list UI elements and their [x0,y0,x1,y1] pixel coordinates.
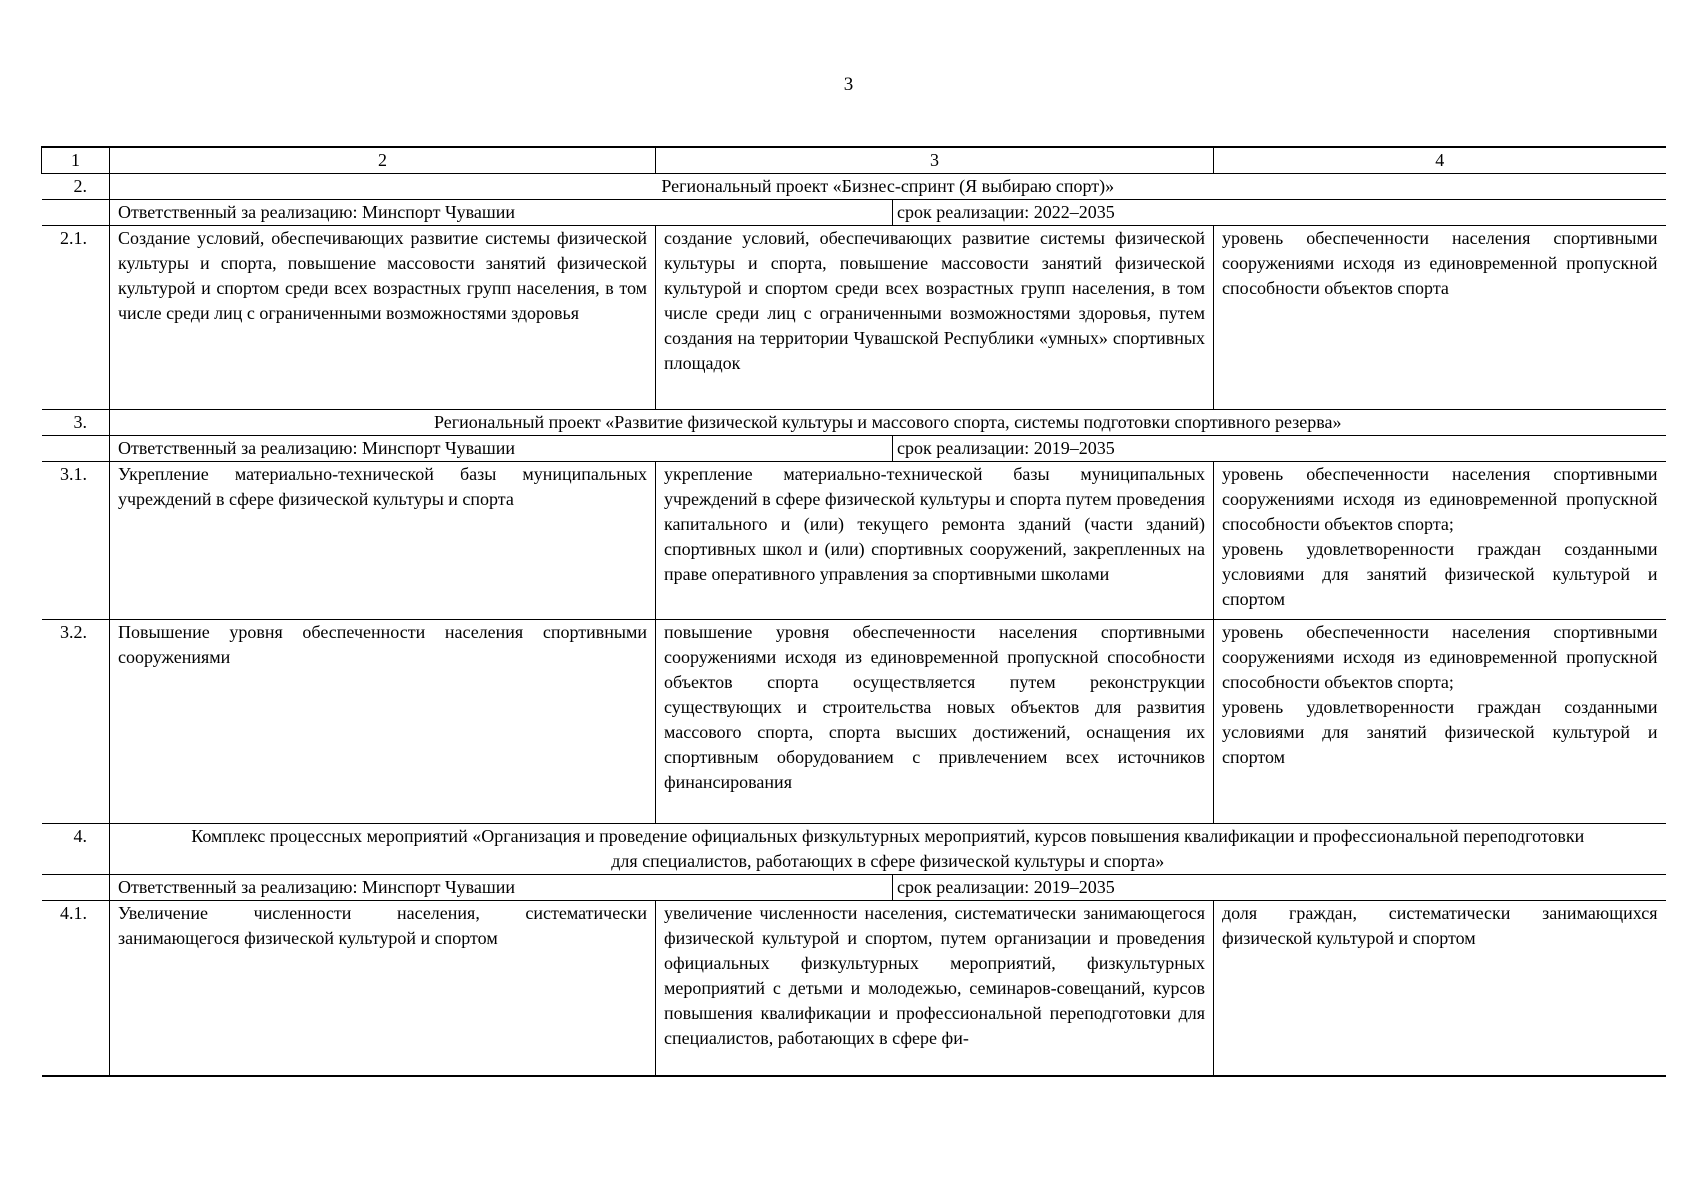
indicator-cell: уровень обеспеченности населения спортивными сооружениями исходя из единовременной пропускной способности объектов спорта; уровень удовлетворенности граждан созданными условиями для занятий физической культурой и спортом [1214,620,1666,824]
section-number: 4. [42,824,110,875]
term-text: срок реализации: 2019–2035 [892,874,1666,901]
table-row [42,901,1666,1076]
page-number: 3 [843,74,854,95]
table-row [42,462,1666,620]
section-title: Региональный проект «Бизнес-спринт (Я выбираю спорт)» [110,174,1666,200]
responsible-text: Ответственный за реализацию: Минспорт Чувашии [118,877,516,897]
description-cell: укрепление материально-технической базы муниципальных учреждений в сфере физической культуры и спорта путем проведения капитального и (или) текущего ремонта зданий (части зданий) спортивных школ и (или) спортивных сооружений, закрепленных на праве оперативного управления за спортивными школами [656,462,1214,620]
description-cell: увеличение численности населения, систематически занимающегося физической культурой и спортом, путем организации и проведения официальных физкультурных мероприятий, физкультурных мероприятий с детьми и молодежью, семинаров-совещаний, курсов повышения квалификации и профессиональной переподготовки для специалистов, работающих в сфере фи- [656,901,1214,1076]
column-number: 2 [110,147,656,174]
responsible-cell [110,200,1666,226]
row-number: 3.2. [42,620,110,824]
empty-cell [42,875,110,901]
description-cell: создание условий, обеспечивающих развитие системы физической культуры и спорта, повышение массовости занятий физической культурой и спортом среди всех возрастных групп населения, в том числе среди лиц с ограниченными возможностями здоровья, путем создания на территории Чувашской Республики «умных» спортивных площадок [656,226,1214,410]
task-cell: Увеличение численности населения, систематически занимающегося физической культурой и спортом [110,901,656,1076]
column-number: 1 [42,147,110,174]
section-title-row [42,410,1666,436]
table-row [42,226,1666,410]
section-number: 2. [42,174,110,200]
description-cell: повышение уровня обеспеченности населения спортивными сооружениями исходя из единовременной пропускной способности объектов спорта осуществляется путем реконструкции существующих и строительства новых объектов для развития массового спорта, спорта высших достижений, оснащения их спортивным оборудованием с привлечением всех источников финансирования [656,620,1214,824]
section-title-row [42,174,1666,200]
section-responsible-row [42,200,1666,226]
task-cell: Создание условий, обеспечивающих развитие системы физической культуры и спорта, повышение массовости занятий физической культурой и спортом среди всех возрастных групп населения, в том числе среди лиц с ограниченными возможностями здоровья [110,226,656,410]
section-title-row [42,824,1666,875]
table-row [42,620,1666,824]
term-text: срок реализации: 2022–2035 [892,199,1666,226]
section-responsible-row [42,875,1666,901]
term-text: срок реализации: 2019–2035 [892,435,1666,462]
responsible-cell [110,875,1666,901]
row-number: 2.1. [42,226,110,410]
column-number: 4 [1214,147,1666,174]
section-title: Комплекс процессных мероприятий «Организация и проведение официальных физкультурных мероприятий, курсов повышения квалификации и профессиональной переподготовки для специалистов, работающих в сфере физической культуры и спорта» [110,824,1666,875]
measures-table [41,146,1666,1077]
responsible-cell [110,436,1666,462]
task-cell: Повышение уровня обеспеченности населения спортивными сооружениями [110,620,656,824]
indicator-cell: уровень обеспеченности населения спортивными сооружениями исходя из единовременной пропускной способности объектов спорта [1214,226,1666,410]
indicator-cell: доля граждан, систематически занимающихся физической культурой и спортом [1214,901,1666,1076]
task-cell: Укрепление материально-технической базы муниципальных учреждений в сфере физической культуры и спорта [110,462,656,620]
empty-cell [42,436,110,462]
row-number: 3.1. [42,462,110,620]
section-number: 3. [42,410,110,436]
column-numbers-row [42,147,1666,174]
section-responsible-row [42,436,1666,462]
section-title: Региональный проект «Развитие физической культуры и массового спорта, системы подготовки спортивного резерва» [110,410,1666,436]
row-number: 4.1. [42,901,110,1076]
responsible-text: Ответственный за реализацию: Минспорт Чувашии [118,202,516,222]
empty-cell [42,200,110,226]
column-number: 3 [656,147,1214,174]
responsible-text: Ответственный за реализацию: Минспорт Чувашии [118,438,516,458]
indicator-cell: уровень обеспеченности населения спортивными сооружениями исходя из единовременной пропускной способности объектов спорта; уровень удовлетворенности граждан созданными условиями для занятий физической культурой и спортом [1214,462,1666,620]
